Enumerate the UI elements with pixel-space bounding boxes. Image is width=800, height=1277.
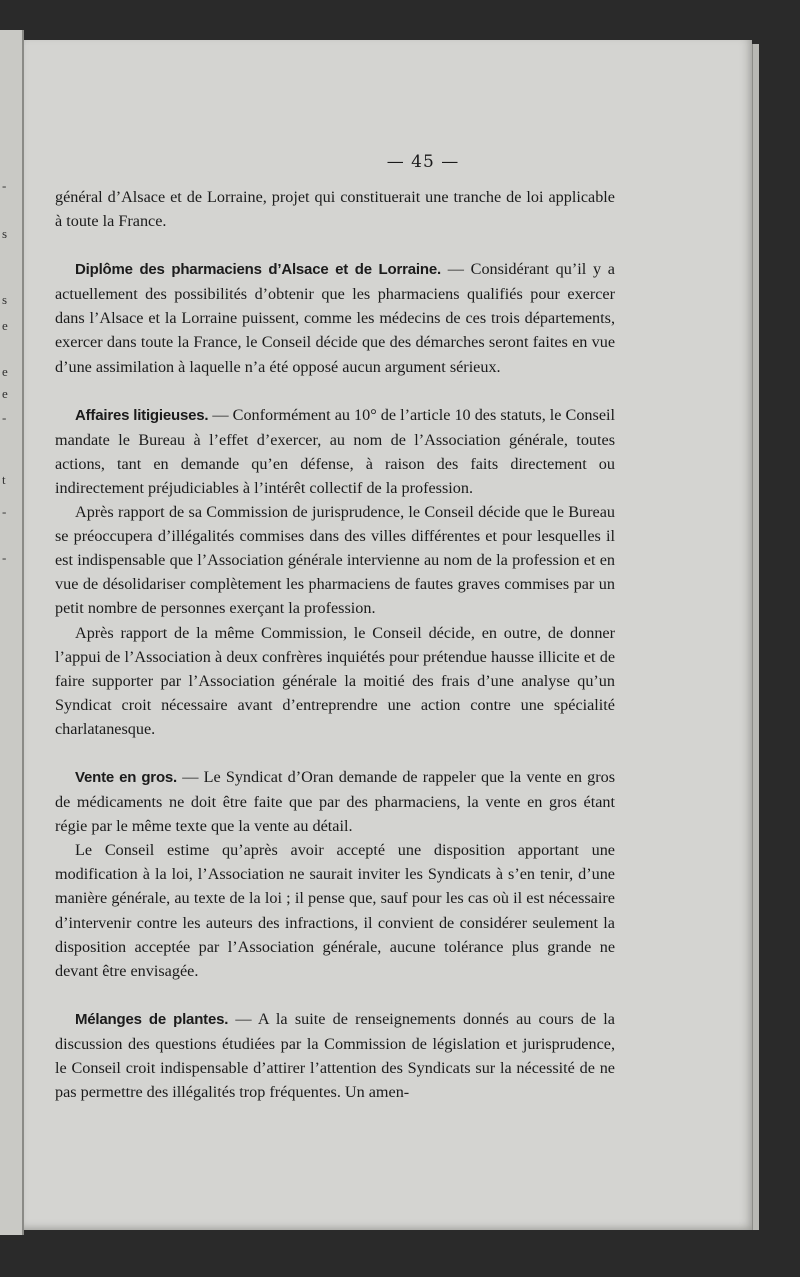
margin-fragment: e [2, 386, 8, 401]
margin-fragment: s [2, 292, 8, 307]
paragraph-text: — Le Syndicat d’Oran demande de rappeler que la vente en gros de médicaments ne doit être faite que par des pharmaciens, la vente en gros étant régie par le même texte que la vente au détail. [55, 767, 615, 836]
paragraph-text: Après rapport de la même Commission, le Conseil décide, en outre, de donner l’appui de l’Association à deux confrères inquiétés pour prétendue hausse illicite et de faire supporter par l’Association générale la moitié des frais d’une analyse qu’un Syndicat croit nécessaire avant d’entreprendre une action contre une spécialité charlatanesque. [55, 623, 615, 738]
paragraph-text: — Considérant qu’il y a actuellement des possibilités d’obtenir que les pharmaciens qualifiés pour exercer dans l’Alsace et la Lorraine puissent, comme les médecins de ces trois départements, exercer dans toute la France, le Conseil décide que des démarches seront faites en vue d’une assimilation à laquelle n’a été opposé aucun argument sérieux. [55, 260, 615, 376]
margin-fragment: s [2, 226, 8, 241]
paragraph [55, 621, 615, 741]
margin-fragment: e [2, 318, 8, 333]
margin-fragment: - [2, 504, 7, 519]
page-number: — 45 — [386, 152, 460, 172]
paragraph-text: Après rapport de sa Commission de jurisprudence, le Conseil décide que le Bureau se préoccupera d’illégalités commises dans des villes différentes et pour lesquelles il est indispensable que l’Association générale intervienne au nom de la profession et en vue de désolidariser complètement les pharmaciens de fautes graves commises par un petit nombre de personnes exerçant la profession. [55, 503, 615, 618]
paragraph [55, 403, 615, 500]
margin-fragment: - [2, 178, 7, 193]
section-heading: Vente en gros. [75, 768, 178, 786]
paragraph [55, 500, 615, 620]
margin-fragment: t [2, 472, 6, 487]
paragraph-text: général d’Alsace et de Lorraine, projet qui constituerait une tranche de loi applicable à toute la France. [55, 188, 615, 231]
paragraph [55, 185, 615, 233]
paragraph [55, 1007, 615, 1104]
paragraph-text: Le Conseil estime qu’après avoir accepté une disposition apportant une modification à la loi, l’Association ne saurait inviter les Syndicats à s’en tenir, d’une manière générale, au texte de la loi ; il pense que, sauf pour les cas où il est nécessaire d’intervenir contre les auteurs des infractions, il convient de considérer seulement la disposition acceptée par l’Association générale, aucune tolérance plus grande ne devant être envisagée. [55, 841, 615, 980]
paragraph [55, 257, 615, 378]
margin-fragment: - [2, 550, 7, 565]
paragraph [55, 838, 615, 983]
section-heading: Diplôme des pharmaciens d’Alsace et de Lorraine. [75, 261, 441, 279]
section-heading: Mélanges de plantes. [75, 1010, 229, 1028]
section-heading: Affaires litigieuses. [75, 406, 209, 424]
page-edge [752, 44, 759, 1230]
paragraph [55, 765, 615, 838]
paragraph-text: — Conformément au 10° de l’article 10 des statuts, le Conseil mandate le Bureau à l’effet d’exercer, au nom de l’Association générale, toutes actions, tant en demande qu’en défense, à raison des faits directement ou indirectement préjudiciables à l’intérêt collectif de la profession. [55, 405, 615, 497]
margin-fragment: e [2, 364, 8, 379]
paragraph-text: — A la suite de renseignements donnés au cours de la discussion des questions étudiées par la Commission de législation et jurisprudence, le Conseil croit indispensable d’attirer l’attention des Syndicats sur la nécessité de ne pas permettre des illégalités trop fréquentes. Un amen- [55, 1009, 615, 1102]
body-text [55, 185, 615, 1104]
previous-page-edge [0, 30, 24, 1235]
margin-fragment: - [2, 410, 7, 425]
